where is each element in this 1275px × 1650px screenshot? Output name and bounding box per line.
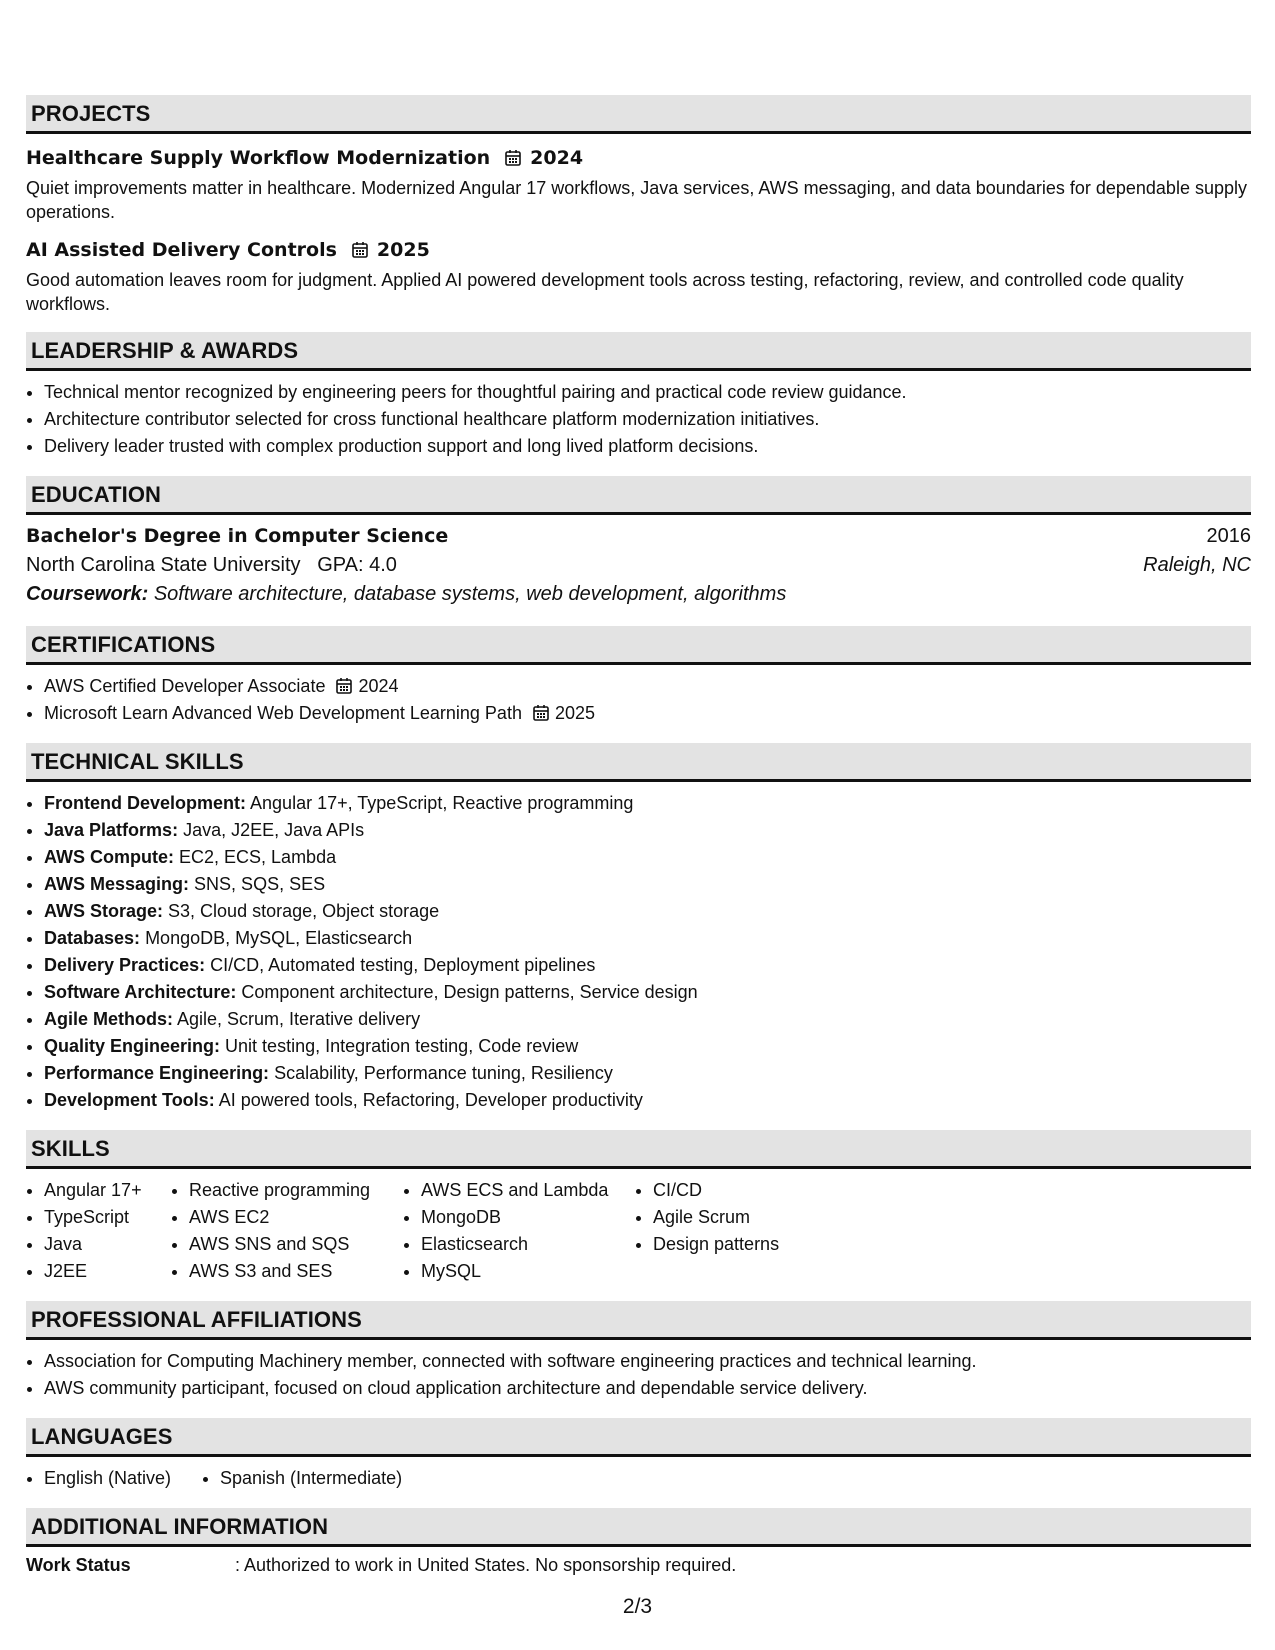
skill-category: Databases: — [44, 928, 141, 948]
list-item — [44, 898, 1251, 925]
list-item — [44, 979, 1251, 1006]
list-item — [44, 790, 1251, 817]
skills-column — [635, 1177, 853, 1285]
list-item — [44, 844, 1251, 871]
certification-year: 2024 — [358, 676, 399, 696]
degree-title: Bachelor's Degree in Computer Science — [26, 525, 449, 547]
leadership-list — [26, 379, 1251, 460]
coursework-value: Software architecture, database systems, web development, algorithms — [153, 583, 787, 605]
list-item: • MongoDB — [421, 1204, 635, 1231]
skill-category: AWS Storage: — [44, 901, 164, 921]
skill-values: Unit testing, Integration testing, Code review — [225, 1036, 579, 1056]
list-item — [44, 952, 1251, 979]
list-item: • Reactive programming — [189, 1177, 403, 1204]
skills-columns — [26, 1177, 1251, 1285]
degree-year: 2016 — [1206, 525, 1251, 547]
section-heading-technical-skills: TECHNICAL SKILLS — [26, 743, 1251, 782]
section-heading-leadership: LEADERSHIP & AWARDS — [26, 332, 1251, 371]
skill-values: EC2, ECS, Lambda — [179, 847, 337, 867]
skill-category: Software Architecture: — [44, 982, 237, 1002]
certification-name: Microsoft Learn Advanced Web Development Learning Path — [44, 703, 522, 723]
certification-year: 2025 — [554, 703, 596, 723]
list-item: • AWS ECS and Lambda — [421, 1177, 635, 1204]
skill-category: AWS Messaging: — [44, 874, 190, 894]
list-item: • J2EE — [44, 1258, 171, 1285]
list-item: • Design patterns — [653, 1231, 853, 1258]
project-title-row — [26, 238, 1251, 262]
skill-category: Development Tools: — [44, 1090, 215, 1110]
skills-column — [403, 1177, 635, 1285]
list-item — [44, 673, 1251, 700]
technical-skills-list — [26, 790, 1251, 1114]
list-item — [44, 1060, 1251, 1087]
list-item: • AWS S3 and SES — [189, 1258, 403, 1285]
page-number: 2/3 — [622, 1595, 653, 1618]
skill-category: Delivery Practices: — [44, 955, 206, 975]
calendar-icon — [351, 241, 369, 259]
work-status-value: : Authorized to work in United States. No sponsorship required. — [235, 1555, 737, 1575]
skill-values: Scalability, Performance tuning, Resiliency — [274, 1063, 613, 1083]
section-heading-affiliations: PROFESSIONAL AFFILIATIONS — [26, 1301, 1251, 1340]
education-school-row — [26, 554, 1251, 577]
list-item: • Spanish (Intermediate) — [220, 1465, 402, 1492]
skill-values: Agile, Scrum, Iterative delivery — [177, 1009, 421, 1029]
section-heading-projects: PROJECTS — [26, 95, 1251, 134]
skill-values: SNS, SQS, SES — [194, 874, 326, 894]
skills-column — [171, 1177, 403, 1285]
project-description: Good automation leaves room for judgment. Applied AI powered development tools across testing, refactoring, review, and controlled code quality workflows. — [26, 270, 1184, 314]
languages-row — [26, 1465, 1251, 1492]
skill-category: Quality Engineering: — [44, 1036, 221, 1056]
list-item: • AWS EC2 — [189, 1204, 403, 1231]
project-year: 2024 — [530, 147, 584, 169]
list-item — [44, 1087, 1251, 1114]
list-item — [44, 1033, 1251, 1060]
skill-values: Component architecture, Design patterns, Service design — [241, 982, 698, 1002]
project-title: AI Assisted Delivery Controls — [26, 239, 337, 261]
calendar-icon — [532, 704, 550, 722]
skill-category: Frontend Development: — [44, 793, 247, 813]
list-item: • Delivery leader trusted with complex production support and long lived platform decisions. — [44, 433, 1251, 460]
list-item: • CI/CD — [653, 1177, 853, 1204]
school-location: Raleigh, NC — [1143, 554, 1251, 576]
list-item: • Agile Scrum — [653, 1204, 853, 1231]
skill-values: CI/CD, Automated testing, Deployment pipelines — [210, 955, 596, 975]
work-status-row — [26, 1555, 1251, 1576]
list-item: • Angular 17+ — [44, 1177, 171, 1204]
list-item: • AWS community participant, focused on cloud application architecture and dependable service delivery. — [44, 1375, 1251, 1402]
project-year: 2025 — [376, 239, 430, 261]
skill-values: Angular 17+, TypeScript, Reactive programming — [250, 793, 634, 813]
certification-name: AWS Certified Developer Associate — [44, 676, 326, 696]
list-item — [44, 1006, 1251, 1033]
list-item: • Java — [44, 1231, 171, 1258]
skill-category: Performance Engineering: — [44, 1063, 270, 1083]
list-item — [44, 925, 1251, 952]
resume-page — [26, 95, 1251, 1576]
skill-category: Java Platforms: — [44, 820, 179, 840]
skill-values: MongoDB, MySQL, Elasticsearch — [145, 928, 413, 948]
list-item: • Elasticsearch — [421, 1231, 635, 1258]
education-degree-row — [26, 525, 1251, 548]
list-item — [44, 817, 1251, 844]
list-item: • AWS SNS and SQS — [189, 1231, 403, 1258]
project-description: Quiet improvements matter in healthcare. Modernized Angular 17 workflows, Java services, AWS messaging, and data boundaries for dependable supply operations. — [26, 178, 1247, 222]
work-status-label: Work Status — [26, 1555, 131, 1575]
affiliations-list — [26, 1348, 1251, 1402]
skill-category: Agile Methods: — [44, 1009, 173, 1029]
section-heading-certifications: CERTIFICATIONS — [26, 626, 1251, 665]
school-name: North Carolina State University — [26, 554, 301, 576]
list-item — [44, 871, 1251, 898]
languages-column — [202, 1465, 402, 1492]
skill-values: Java, J2EE, Java APIs — [183, 820, 365, 840]
gpa: GPA: 4.0 — [317, 554, 397, 576]
certifications-list — [26, 673, 1251, 727]
calendar-icon — [335, 677, 353, 695]
section-heading-education: EDUCATION — [26, 476, 1251, 515]
section-heading-skills: SKILLS — [26, 1130, 1251, 1169]
list-item: • TypeScript — [44, 1204, 171, 1231]
skills-column — [26, 1177, 171, 1285]
list-item: • English (Native) — [44, 1465, 202, 1492]
list-item: • Association for Computing Machinery member, connected with software engineering practices and technical learning. — [44, 1348, 1251, 1375]
list-item: • Technical mentor recognized by engineering peers for thoughtful pairing and practical code review guidance. — [44, 379, 1251, 406]
coursework-label: Coursework: — [26, 583, 149, 605]
languages-column — [26, 1465, 202, 1492]
section-heading-languages: LANGUAGES — [26, 1418, 1251, 1457]
coursework — [26, 583, 1251, 606]
project-title: Healthcare Supply Workflow Modernization — [26, 147, 491, 169]
project-title-row — [26, 146, 1251, 170]
skill-values: AI powered tools, Refactoring, Developer productivity — [218, 1090, 643, 1110]
section-heading-additional: ADDITIONAL INFORMATION — [26, 1508, 1251, 1547]
list-item — [44, 700, 1251, 727]
skill-category: AWS Compute: — [44, 847, 174, 867]
list-item: • MySQL — [421, 1258, 635, 1285]
calendar-icon — [504, 149, 522, 167]
skill-values: S3, Cloud storage, Object storage — [168, 901, 440, 921]
list-item: • Architecture contributor selected for cross functional healthcare platform modernization initiatives. — [44, 406, 1251, 433]
